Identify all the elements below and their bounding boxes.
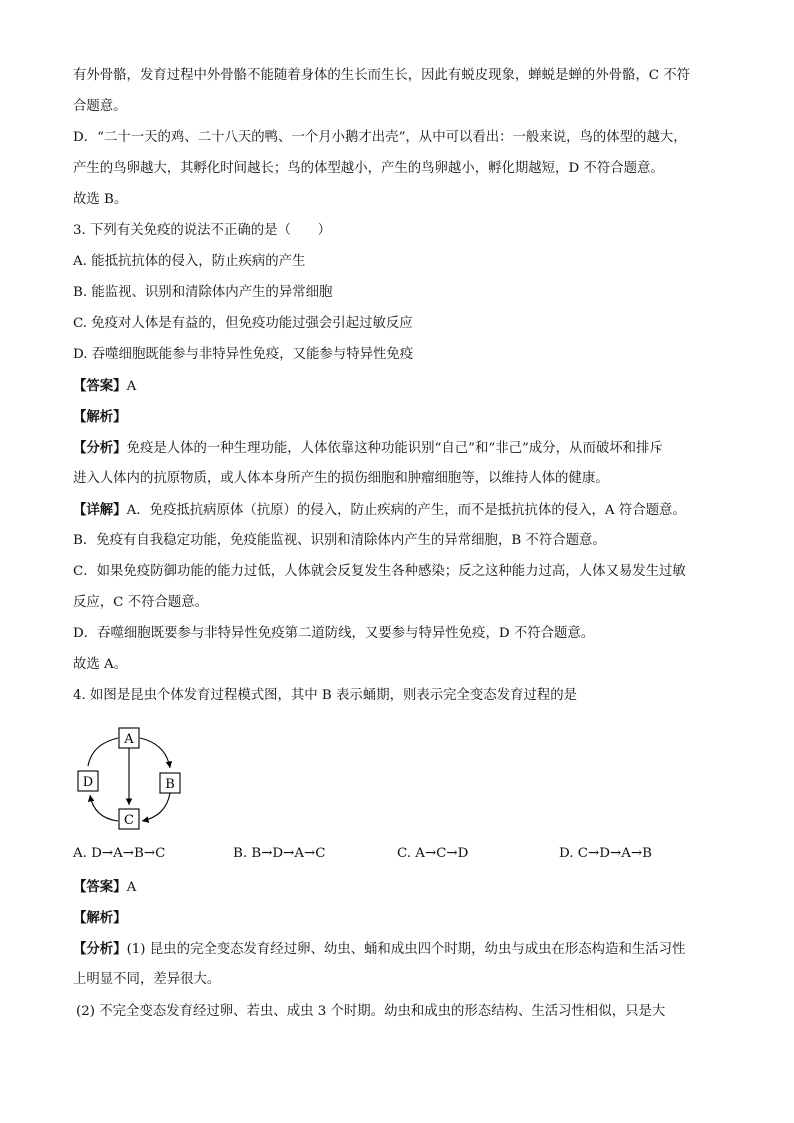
question-3-option-a: A. 能抵抗抗体的侵入，防止疾病的产生 [73, 254, 306, 269]
text-line: D．吞噬细胞既要参与非特异性免疫第二道防线，又要参与特异性免疫，D 不符合题意。 [73, 626, 595, 641]
text-line: 产生的鸟卵越大，其孵化时间越长；鸟的体型越小，产生的鸟卵越小，孵化期越短，D 不符合题意。 [73, 161, 664, 176]
question-3-option-b: B. 能监视、识别和清除体内产生的异常细胞 [73, 285, 333, 300]
question-3-analysis-tag: 【解析】 [73, 409, 127, 425]
arrow-c-to-d [90, 795, 118, 821]
question-4-stem: 4. 如图是昆虫个体发育过程模式图，其中 B 表示蛹期，则表示完全变态发育过程的是 [73, 688, 578, 703]
question-4-fenxi [73, 939, 723, 960]
question-4-option-d: D. C→D→A→B [559, 846, 652, 861]
arrow-a-to-d [88, 738, 118, 766]
node-c-label: C [124, 813, 134, 828]
question-3-xiangjie [73, 500, 723, 521]
node-a-label: A [124, 732, 134, 747]
question-4-option-b: B. B→D→A→C [233, 846, 326, 861]
text-line: 故选 B。 [73, 192, 128, 207]
xiangjie-tag: 【详解】 [73, 502, 127, 518]
node-d-label: D [82, 775, 94, 790]
text-line: B．免疫有自我稳定功能，免疫能监视、识别和清除体内产生的异常细胞，B 不符合题意。 [73, 533, 606, 548]
fenxi-text: 免疫是人体的一种生理功能，人体依靠这种功能识别“自己”和“非己”成分，从而破坏和排斥 [126, 441, 663, 456]
text-line: 有外骨骼，发育过程中外骨骼不能随着身体的生长而生长，因此有蜕皮现象，蝉蜕是蝉的外骨骼，C 不符 [73, 68, 691, 83]
answer-tag: 【答案】 [73, 879, 127, 895]
question-4-option-c: C. A→C→D [397, 846, 469, 861]
arrow-a-to-b [140, 738, 170, 768]
text-line: 合题意。 [73, 99, 127, 114]
node-a [119, 728, 139, 748]
question-3-option-c: C. 免疫对人体是有益的，但免疫功能过强会引起过敏反应 [73, 316, 413, 331]
node-b-label: B [165, 777, 175, 792]
fenxi-text: (1) 昆虫的完全变态发育经过卵、幼虫、蛹和成虫四个时期，幼虫与成虫在形态构造和生活习性 [126, 942, 686, 957]
text-line: 反应，C 不符合题意。 [73, 595, 209, 610]
text-line: 进入人体内的抗原物质，或人体本身所产生的损伤细胞和肿瘤细胞等，以维持人体的健康。 [73, 471, 609, 486]
question-4-answer [73, 877, 723, 898]
question-3-option-d: D. 吞噬细胞既能参与非特异性免疫，又能参与特异性免疫 [73, 347, 414, 362]
text-line: 故选 A。 [73, 657, 128, 672]
node-c [119, 809, 139, 829]
node-d [78, 771, 98, 791]
text-line: 上明显不同，差异很大。 [73, 972, 221, 987]
text-line: C．如果免疫防御功能的能力过低，人体就会反复发生各种感染；反之这种能力过高，人体又易发生过敏 [73, 564, 686, 579]
question-4-analysis-tag: 【解析】 [73, 910, 127, 926]
answer-value: A [126, 379, 137, 394]
question-3-fenxi [73, 438, 723, 459]
answer-value: A [126, 880, 137, 895]
insect-development-cycle-diagram [70, 722, 190, 837]
text-line: (2) 不完全变态发育经过卵、若虫、成虫 3 个时期。幼虫和成虫的形态结构、生活习性相似，只是大 [76, 1004, 666, 1019]
fenxi-tag: 【分析】 [73, 941, 127, 957]
question-4-option-a: A. D→A→B→C [73, 846, 166, 861]
question-3-stem: 3. 下列有关免疫的说法不正确的是（ ） [73, 223, 332, 238]
xiangjie-text: A．免疫抵抗病原体（抗原）的侵入，防止疾病的产生，而不是抵抗抗体的侵入，A 符合题意。 [126, 503, 686, 518]
question-3-answer [73, 376, 723, 397]
arrow-b-to-c [142, 793, 170, 821]
text-line: D．“二十一天的鸡、二十八天的鸭、一个月小鹅才出壳”，从中可以看出：一般来说，鸟的体型的越大， [73, 130, 687, 145]
fenxi-tag: 【分析】 [73, 440, 127, 456]
question-4-options [73, 846, 723, 866]
node-b [160, 773, 180, 793]
answer-tag: 【答案】 [73, 378, 127, 394]
